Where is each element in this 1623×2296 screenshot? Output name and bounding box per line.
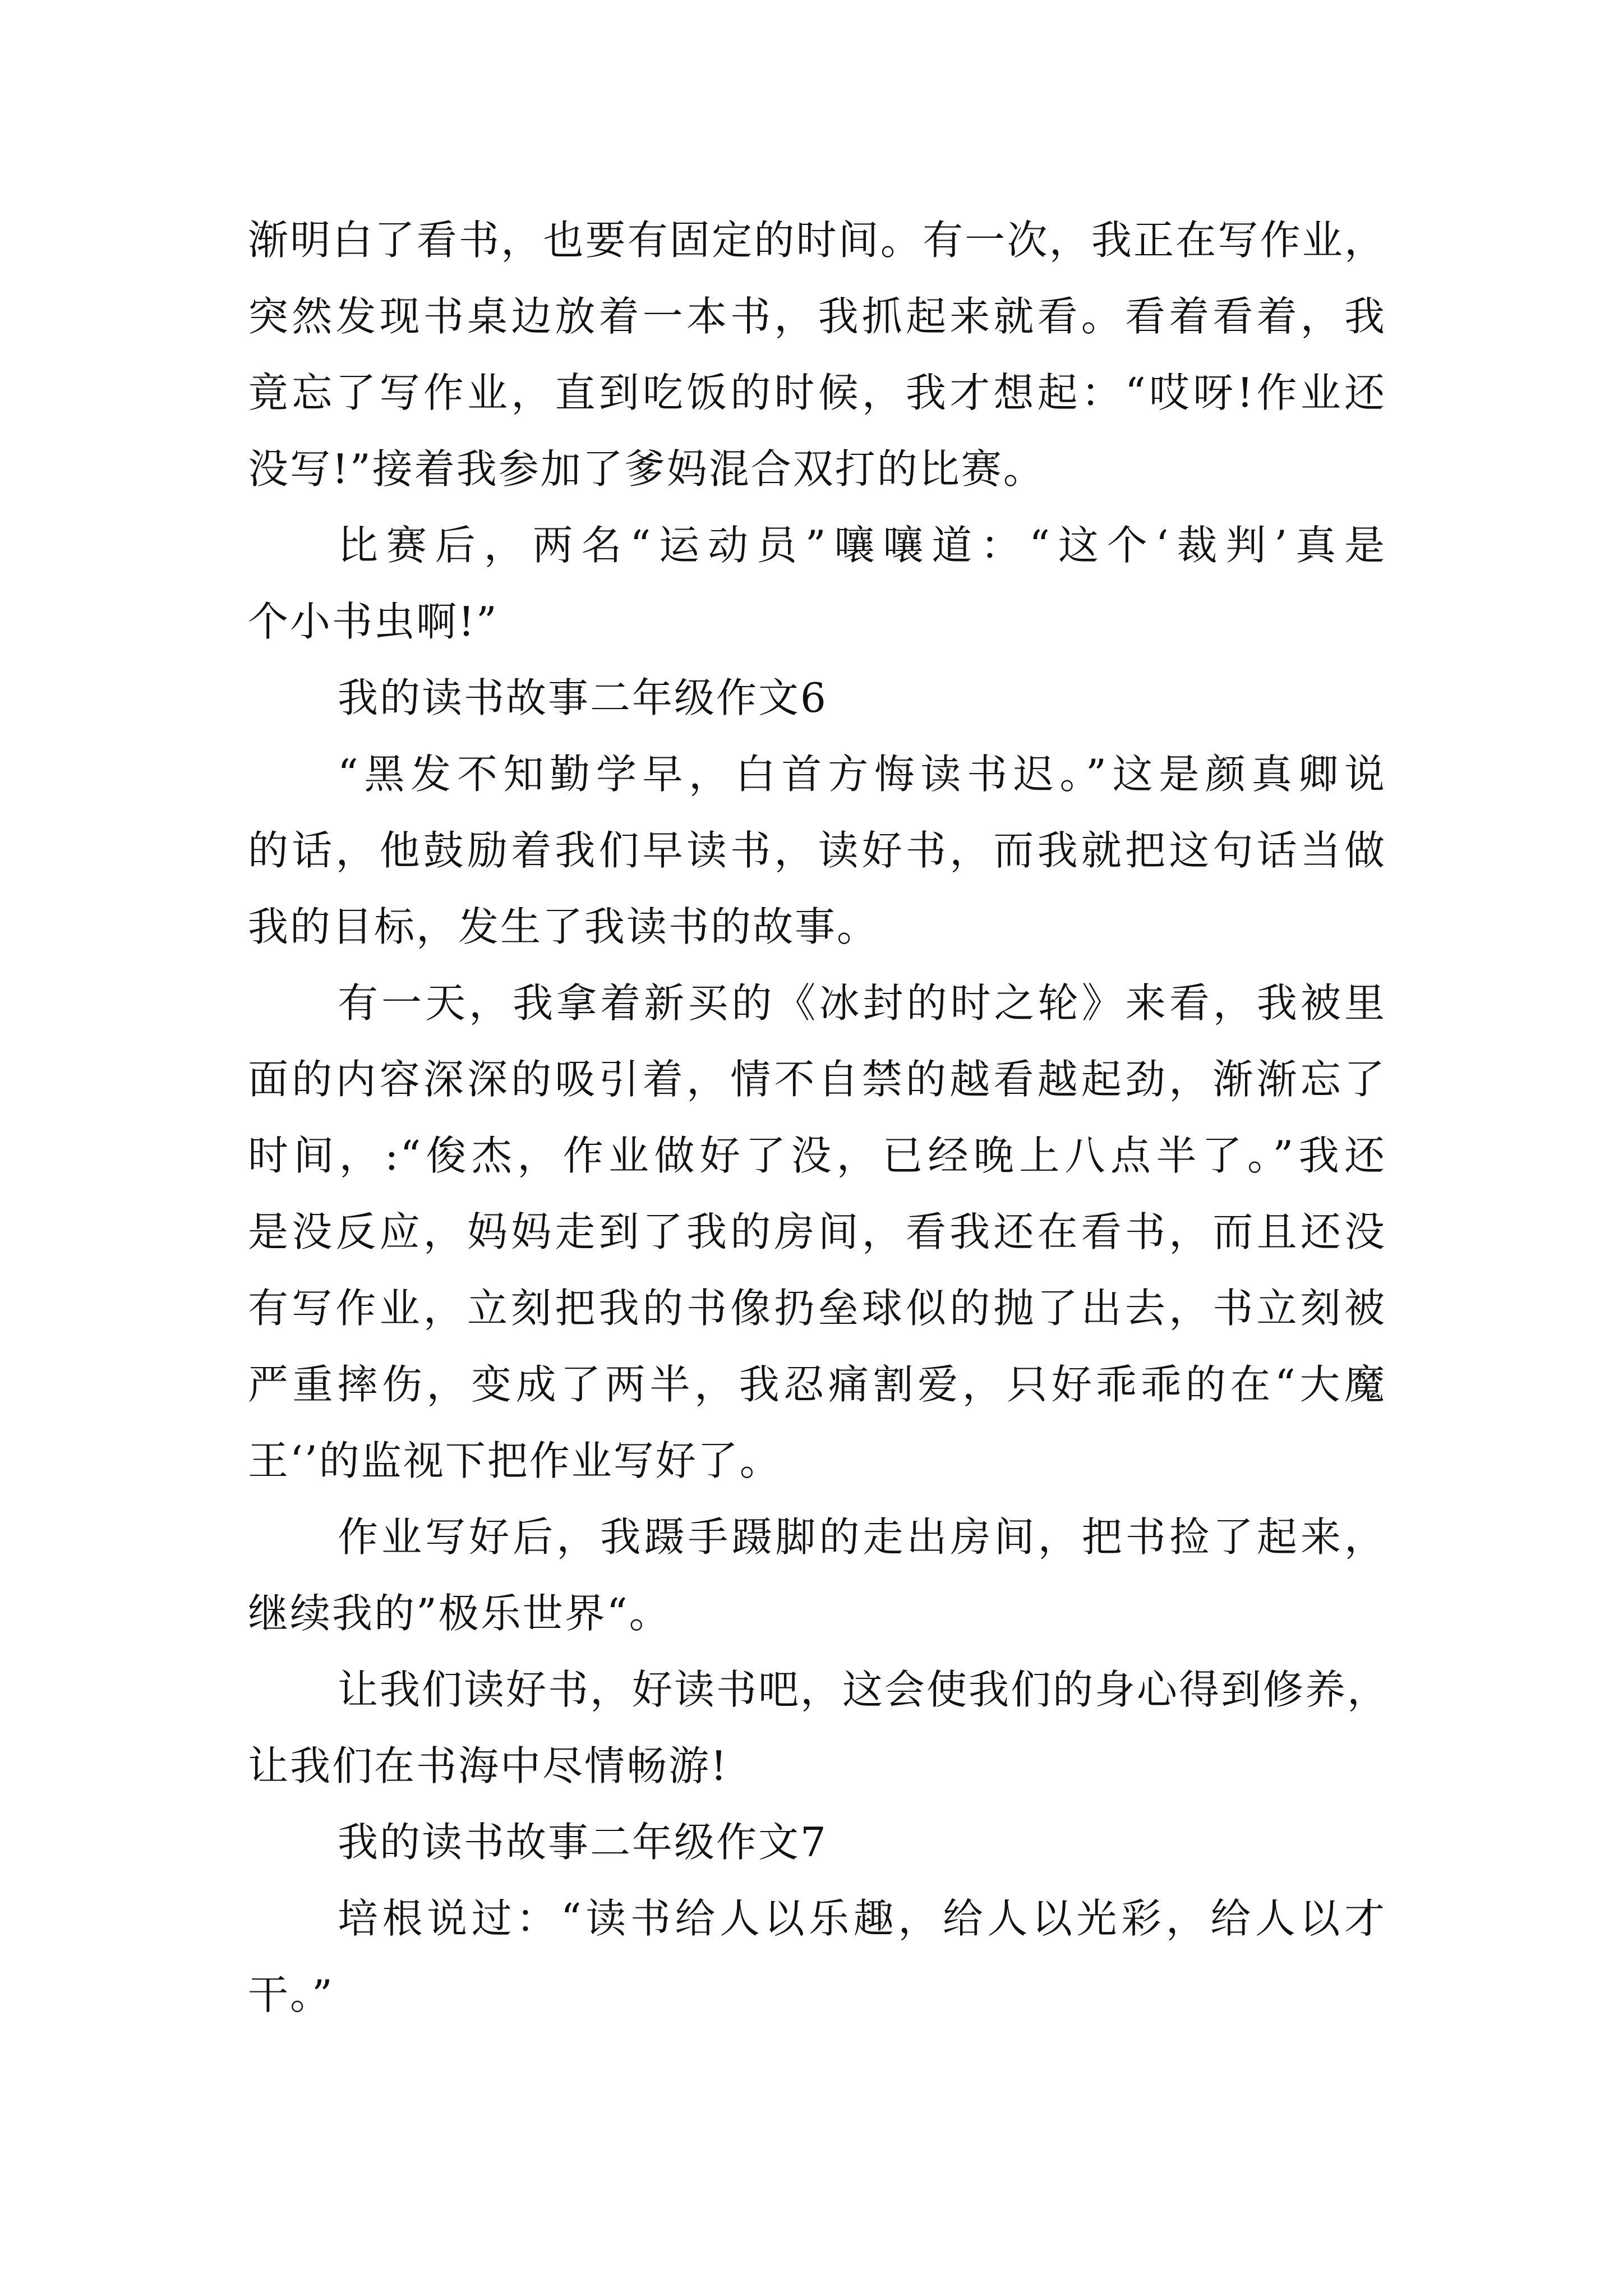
text-line: 时间，:“俊杰，作业做好了没，已经晚上八点半了。”我还 <box>248 1132 1386 1179</box>
paragraph-start-line: 让我们读好书，好读书吧，这会使我们的身心得到修养， <box>338 1666 1390 1713</box>
section-heading: 我的读书故事二年级作文7 <box>338 1819 828 1866</box>
text-line: 的话，他鼓励着我们早读书，读好书，而我就把这句话当做 <box>248 827 1386 874</box>
text-line: 王‘’的监视下把作业写好了。 <box>248 1437 782 1484</box>
text-line: 我的目标，发生了我读书的故事。 <box>248 903 879 950</box>
paragraph-start-line: “黑发不知勤学早，白首方悔读书迟。”这是颜真卿说 <box>338 751 1386 798</box>
text-line: 渐明白了看书，也要有固定的时间。有一次，我正在写作业， <box>248 217 1386 264</box>
text-line: 继续我的”极乐世界“。 <box>248 1590 671 1637</box>
text-line: 突然发现书桌边放着一本书，我抓起来就看。看着看着，我 <box>248 293 1386 340</box>
text-line: 让我们在书海中尽情畅游! <box>248 1742 728 1789</box>
text-line: 是没反应，妈妈走到了我的房间，看我还在看书，而且还没 <box>248 1208 1386 1255</box>
paragraph-start-line: 作业写好后，我蹑手蹑脚的走出房间，把书捡了起来， <box>338 1513 1386 1561</box>
text-line: 严重摔伤，变成了两半，我忍痛割爱，只好乖乖的在“大魔 <box>248 1361 1386 1408</box>
document-body <box>248 202 1390 2033</box>
section-heading: 我的读书故事二年级作文6 <box>338 674 828 721</box>
text-line: 个小书虫啊!” <box>248 598 499 645</box>
paragraph-start-line: 培根说过：“读书给人以乐趣，给人以光彩，给人以才 <box>338 1895 1386 1942</box>
text-line: 没写!”接着我参加了爹妈混合双打的比赛。 <box>248 445 1045 493</box>
paragraph-start-line: 有一天，我拿着新买的《冰封的时之轮》来看，我被里 <box>338 979 1386 1027</box>
text-line: 干。” <box>248 1971 334 2018</box>
text-line: 竟忘了写作业，直到吃饭的时候，我才想起：“哎呀!作业还 <box>248 369 1386 416</box>
paragraph-start-line: 比赛后，两名“运动员”嚷嚷道：“这个‘裁判’真是 <box>338 522 1386 569</box>
text-line: 有写作业，立刻把我的书像扔垒球似的抛了出去，书立刻被 <box>248 1285 1386 1332</box>
text-line: 面的内容深深的吸引着，情不自禁的越看越起劲，渐渐忘了 <box>248 1056 1386 1103</box>
